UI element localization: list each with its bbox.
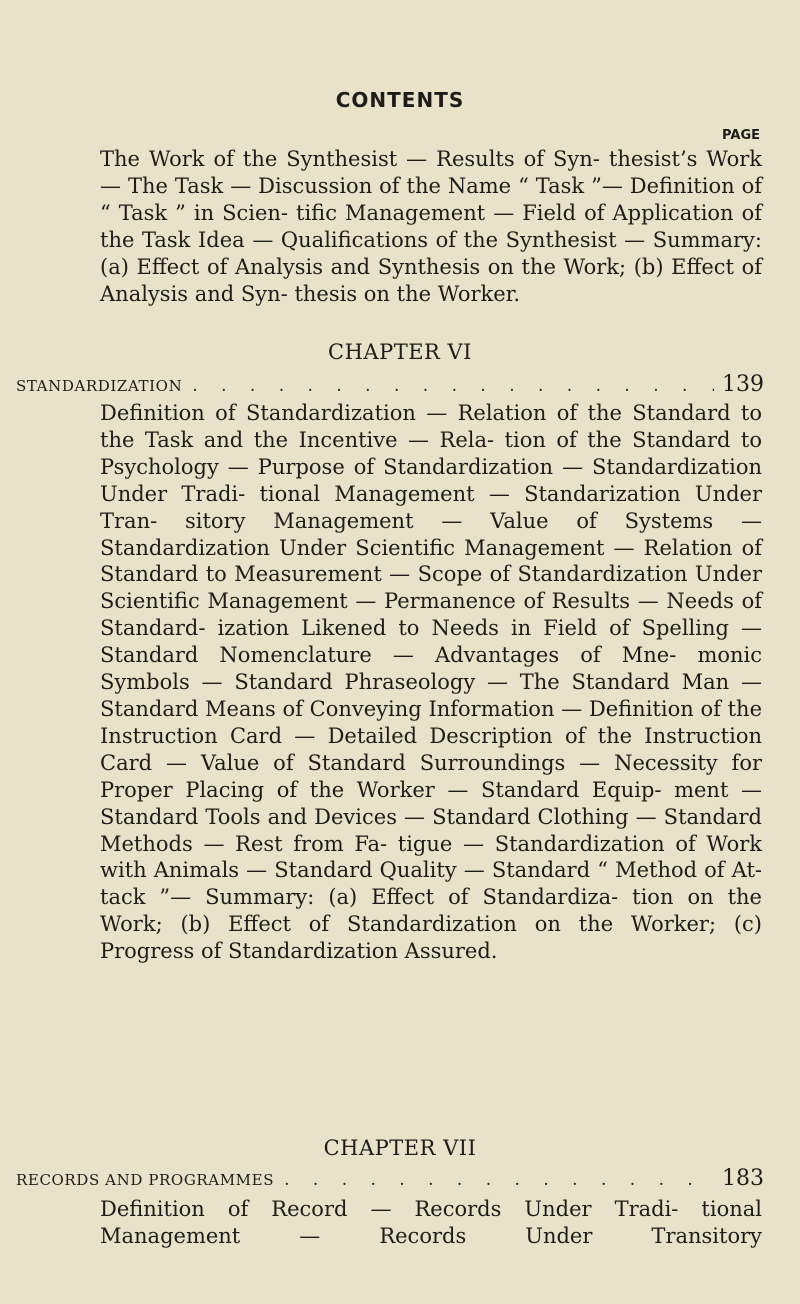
- toc-entry-standardization: [16, 372, 764, 397]
- running-head: CONTENTS: [335, 88, 465, 112]
- chapter-v-summary: The Work of the Synthesist — Results of Syn- thesist’s Work — The Task — Discussion of the Name “ Task ”— Definition of “ Task ” in Scien- tific Management — Field of Application of the Task Idea — Qualifications of the Synthesist — Summary: (a) Effect of Analysis and Synthesis on the Work; (b) Effect of Analysis and Syn- thesis on the Worker.: [100, 147, 762, 306]
- chapter-vi-summary: Definition of Standardization — Relation of the Standard to the Task and the Incentive — Rela- tion of the Standard to Psychology — Purpose of Standardization — Standardization Under Tradi- tional Management — Standarization Under Tran- sitory Management — Value of Systems — Standardization Under Scientific Management — Relation of Standard to Measurement — Scope of Standardization Under Scientific Management — Permanence of Results — Needs of Standard- ization Likened to Needs in Field of Spelling — Standard Nomenclature — Advantages of Mne- monic Symbols — Standard Phraseology — The Standard Man — Standard Means of Conveying Information — Definition of the Instruction Card — Detailed Description of the Instruction Card — Value of Standard Surroundings — Necessity for Proper Placing of the Worker — Standard Equip- ment — Standard Tools and Devices — Standard Clothing — Standard Methods — Rest from Fa- tigue — Standardization of Work with Animals — Standard Quality — Standard “ Method of At- tack ”— Summary: (a) Effect of Standardiza- tion on the Work; (b) Effect of Standardization on the Worker; (c) Progress of Standardization Assured.: [100, 401, 762, 964]
- toc-entry-page-number: 139: [722, 372, 764, 397]
- toc-entry-title: RECORDS AND PROGRAMMES: [16, 1171, 275, 1189]
- dot-leader: [284, 1170, 714, 1190]
- dot-leader: [192, 376, 714, 396]
- chapter-vii-summary: Definition of Record — Records Under Tradi- tional Management — Records Under Transitory: [100, 1197, 762, 1248]
- toc-entry-page-number: 183: [722, 1166, 764, 1191]
- toc-entry-records-and-programmes: [16, 1166, 764, 1191]
- toc-entry-title: STANDARDIZATION: [16, 377, 183, 395]
- page-column-label: PAGE: [722, 128, 760, 143]
- chapter-vii-heading: CHAPTER VII: [323, 1136, 477, 1160]
- chapter-vi-heading: CHAPTER VI: [328, 340, 472, 364]
